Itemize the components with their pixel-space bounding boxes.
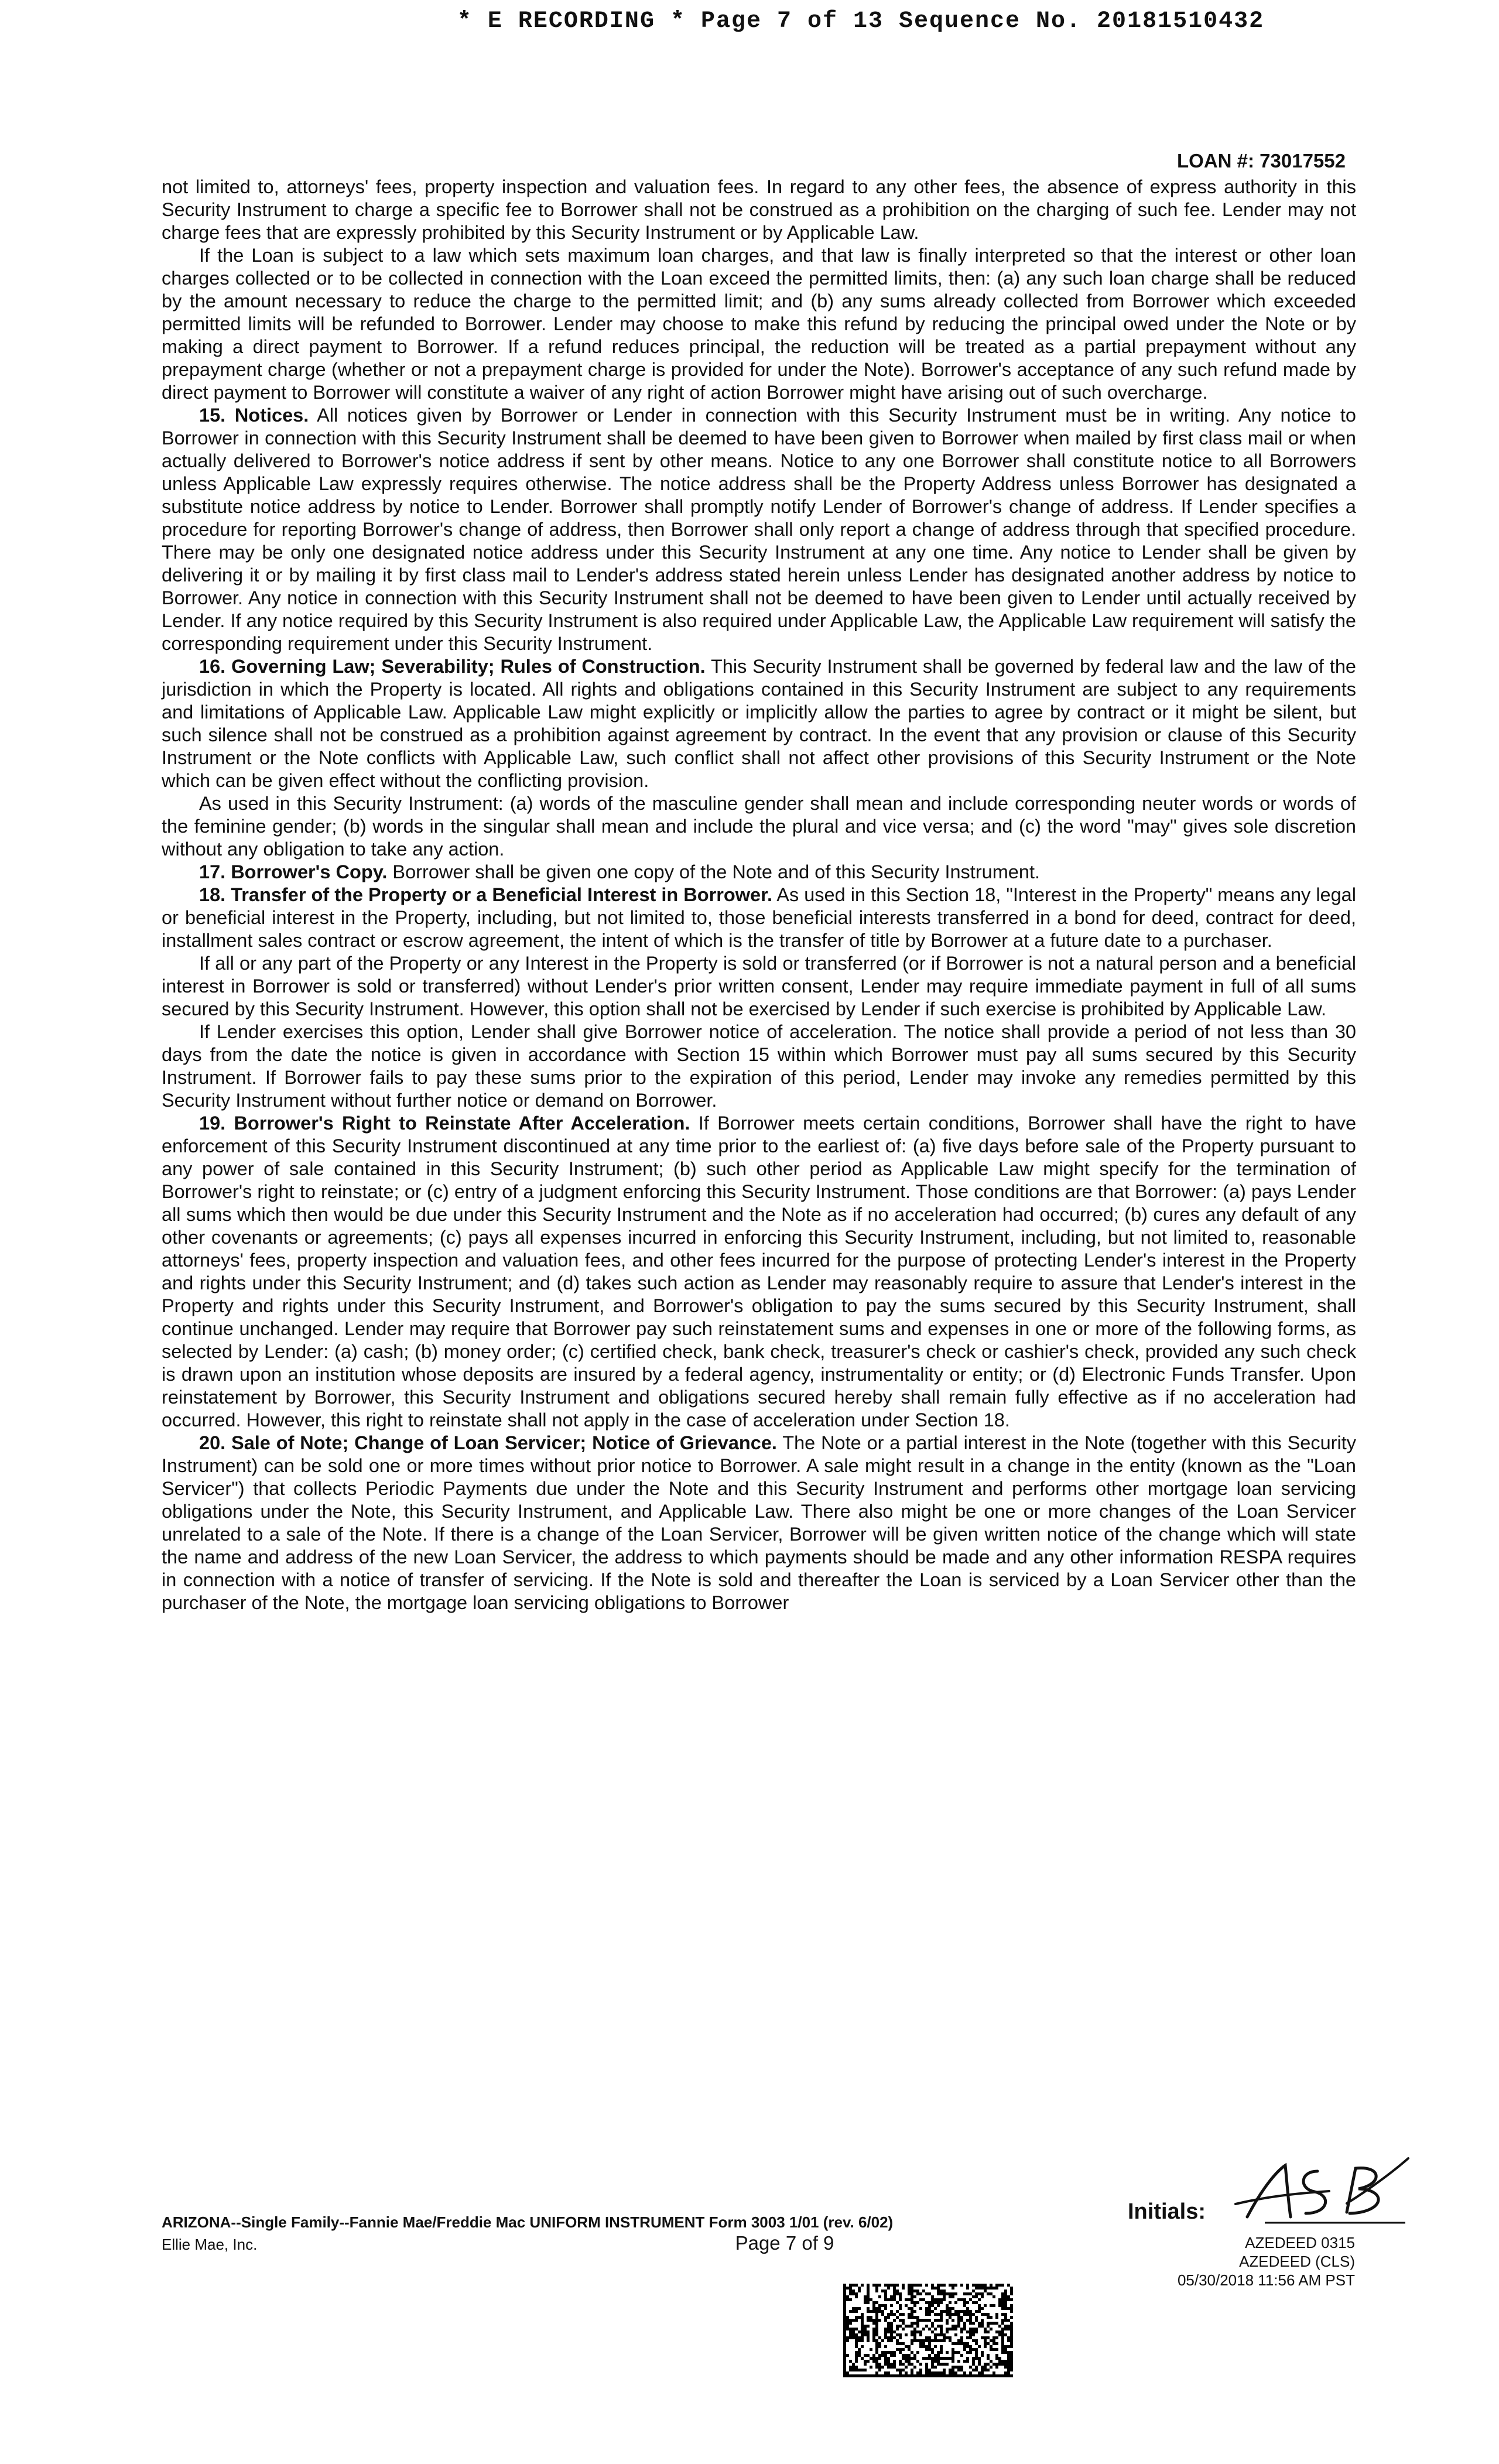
recording-stamp: * E RECORDING * Page 7 of 13 Sequence No. 20181510432 [457,8,1265,35]
print-timestamp: 05/30/2018 11:56 AM PST [1177,2271,1355,2289]
paragraph-text: If the Loan is subject to a law which sets maximum loan charges, and that law is finally interpreted so that the interest or other loan charges collected or to be collected in connection with the Loan exceed the permitted limits, then: (a) any such loan charge shall be reduced by the amount necessary to reduce the charge to the permitted limit; and (b) any sums already collected from Borrower which exceeded permitted limits will be refunded to Borrower. Lender may choose to make this refund by reducing the principal owed under the Note or by making a direct payment to Borrower. If a refund reduces principal, the reduction will be treated as a partial prepayment without any prepayment charge (whether or not a prepayment charge is provided for under the Note). Borrower's acceptance of any such refund made by direct payment to Borrower will constitute a waiver of any right of action Borrower might have arising out of such overcharge. [162,245,1356,403]
initials-label: Initials: [1128,2199,1206,2224]
paragraph [162,792,1356,861]
paragraph-text: If Lender exercises this option, Lender shall give Borrower notice of acceleration. The notice shall provide a period of not less than 30 days from the date the notice is given in accordance with Section 15 within which Borrower must pay all sums secured by this Security Instrument. If Borrower fails to pay these sums prior to the expiration of this period, Lender may invoke any remedies permitted by this Security Instrument without further notice or demand on Borrower. [162,1021,1356,1111]
paragraph-text: As used in this Security Instrument: (a) words of the masculine gender shall mean and include corresponding neuter words or words of the feminine gender; (b) words in the singular shall mean and include the plural and vice versa; and (c) the word "may" gives sole discretion without any obligation to take any action. [162,793,1356,860]
paragraph [162,404,1356,655]
paragraph [162,244,1356,404]
form-title: ARIZONA--Single Family--Fannie Mae/Freddie Mac UNIFORM INSTRUMENT Form 3003 1/01 (rev. 6/02) [162,2213,894,2231]
paragraph-text: As used in this Section 18, "Interest in the Property" means any legal or beneficial interest in the Property, including, but not limited to, those beneficial interests transferred in a bond for deed, contract for deed, installment sales contract or escrow agreement, the intent of which is the transfer of title by Borrower at a future date to a purchaser. [162,884,1356,951]
initials-signature [1230,2148,1417,2236]
form-codes [1178,2233,1355,2290]
paragraph [162,655,1356,792]
section-title: 15. Notices. [199,405,309,426]
document-barcode [843,2284,1013,2377]
paragraph [162,1432,1356,1614]
loan-number: LOAN #: 73017552 [1177,150,1346,172]
paragraph [162,952,1356,1021]
paragraph-text: If all or any part of the Property or any Interest in the Property is sold or transferred (or if Borrower is not a natural person and a beneficial interest in Borrower is sold or transferred) without Lender's prior written consent, Lender may require immediate payment in full of all sums secured by this Security Instrument. However, this option shall not be exercised by Lender if such exercise is prohibited by Applicable Law. [162,953,1356,1019]
paragraph-text: This Security Instrument shall be governed by federal law and the law of the jurisdiction in which the Property is located. All rights and obligations contained in this Security Instrument are subject to any requirements and limitations of Applicable Law. Applicable Law might explicitly or implicitly allow the parties to agree by contract or it might be silent, but such silence shall not be construed as a prohibition against agreement by contract. In the event that any provision or clause of this Security Instrument or the Note conflicts with Applicable Law, such conflict shall not affect other provisions of this Security Instrument or the Note which can be given effect without the conflicting provision. [162,656,1356,791]
paragraph [162,1112,1356,1432]
paragraph [162,176,1356,244]
paragraph [162,861,1356,884]
section-title: 17. Borrower's Copy. [199,861,388,882]
section-title: 19. Borrower's Right to Reinstate After Acceleration. [199,1113,690,1134]
paragraph-text: Borrower shall be given one copy of the Note and of this Security Instrument. [392,861,1041,882]
vendor-name: Ellie Mae, Inc. [162,2236,258,2253]
section-title: 20. Sale of Note; Change of Loan Servicer; Notice of Grievance. [199,1432,777,1453]
section-title: 16. Governing Law; Severability; Rules of Construction. [199,656,706,677]
form-code-1: AZEDEED 0315 [1245,2234,1355,2251]
page-number: Page 7 of 9 [735,2232,834,2254]
document-body [162,176,1356,1614]
paragraph-text: The Note or a partial interest in the Note (together with this Security Instrument) can be sold one or more times without prior notice to Borrower. A sale might result in a change in the entity (known as the "Loan Servicer") that collects Periodic Payments due under the Note and this Security Instrument and performs other mortgage loan servicing obligations under the Note, this Security Instrument, and Applicable Law. There also might be one or more changes of the Loan Servicer unrelated to a sale of the Note. If there is a change of the Loan Servicer, Borrower will be given written notice of the change which will state the name and address of the new Loan Servicer, the address to which payments should be made and any other information RESPA requires in connection with a notice of transfer of servicing. If the Note is sold and thereafter the Loan is serviced by a Loan Servicer other than the purchaser of the Note, the mortgage loan servicing obligations to Borrower [162,1432,1356,1613]
paragraph [162,884,1356,952]
paragraph [162,1021,1356,1112]
paragraph-text: All notices given by Borrower or Lender in connection with this Security Instrument must be in writing. Any notice to Borrower in connection with this Security Instrument shall be deemed to have been given to Borrower when mailed by first class mail or when actually delivered to Borrower's notice address if sent by other means. Notice to any one Borrower shall constitute notice to all Borrowers unless Applicable Law expressly requires otherwise. The notice address shall be the Property Address unless Borrower has designated a substitute notice address by notice to Lender. Borrower shall promptly notify Lender of Borrower's change of address. If Lender specifies a procedure for reporting Borrower's change of address, then Borrower shall only report a change of address through that specified procedure. There may be only one designated notice address under this Security Instrument at any one time. Any notice to Lender shall be given by delivering it or by mailing it by first class mail to Lender's address stated herein unless Lender has designated another address by notice to Borrower. Any notice in connection with this Security Instrument shall not be deemed to have been given to Lender until actually received by Lender. If any notice required by this Security Instrument is also required under Applicable Law, the Applicable Law requirement will satisfy the corresponding requirement under this Security Instrument. [162,405,1357,654]
paragraph-text: not limited to, attorneys' fees, property inspection and valuation fees. In regard to any other fees, the absence of express authority in this Security Instrument to charge a specific fee to Borrower shall not be construed as a prohibition on the charging of such fee. Lender may not charge fees that are expressly prohibited by this Security Instrument or by Applicable Law. [162,176,1356,243]
paragraph-text: If Borrower meets certain conditions, Borrower shall have the right to have enforcement of this Security Instrument discontinued at any time prior to the earliest of: (a) five days before sale of the Property pursuant to any power of sale contained in this Security Instrument; (b) such other period as Applicable Law might specify for the termination of Borrower's right to reinstate; or (c) entry of a judgment enforcing this Security Instrument. Those conditions are that Borrower: (a) pays Lender all sums which then would be due under this Security Instrument and the Note as if no acceleration had occurred; (b) cures any default of any other covenants or agreements; (c) pays all expenses incurred in enforcing this Security Instrument, including, but not limited to, reasonable attorneys' fees, property inspection and valuation fees, and other fees incurred for the purpose of protecting Lender's interest in the Property and rights under this Security Instrument; and (d) takes such action as Lender may reasonably require to assure that Lender's interest in the Property and rights under this Security Instrument, and Borrower's obligation to pay the sums secured by this Security Instrument, shall continue unchanged. Lender may require that Borrower pay such reinstatement sums and expenses in one or more of the following forms, as selected by Lender: (a) cash; (b) money order; (c) certified check, bank check, treasurer's check or cashier's check, provided any such check is drawn upon an institution whose deposits are insured by a federal agency, instrumentality or entity; or (d) Electronic Funds Transfer. Upon reinstatement by Borrower, this Security Instrument and obligations secured hereby shall remain fully effective as if no acceleration had occurred. However, this right to reinstate shall not apply in the case of acceleration under Section 18. [162,1113,1357,1431]
section-title: 18. Transfer of the Property or a Beneficial Interest in Borrower. [199,884,773,905]
form-code-2: AZEDEED (CLS) [1239,2253,1355,2270]
